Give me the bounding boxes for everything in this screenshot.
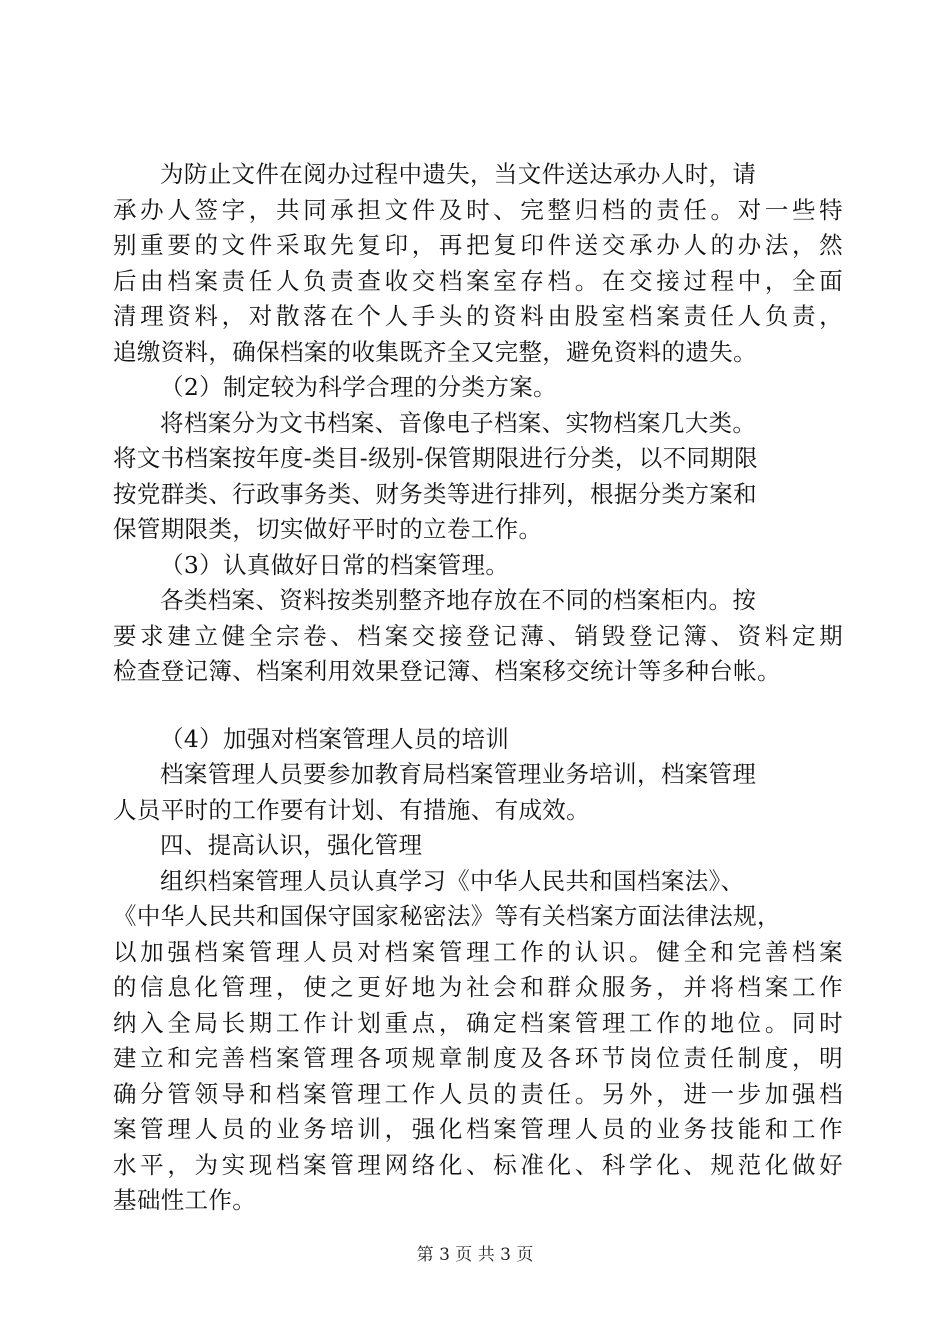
paragraph-line: 《中华人民共和国保守国家秘密法》等有关档案方面法律法规， <box>113 902 781 930</box>
section-heading: （2）制定较为科学合理的分类方案。 <box>160 373 557 401</box>
paragraph-line: 按党群类、行政事务类、财务类等进行排列，根据分类方案和 <box>113 479 757 508</box>
paragraph-line: 各类档案、资料按类别整齐地存放在不同的档案柜内。按 <box>160 586 757 614</box>
paragraph-line: 为防止文件在阅办过程中遗失，当文件送达承办人时，请 <box>160 160 757 188</box>
paragraph-line: 纳入全局长期工作计划重点，确定档案管理工作的地位。同时 <box>113 1008 843 1037</box>
section-heading: （4）加强对档案管理人员的培训 <box>160 724 510 753</box>
section-heading: （3）认真做好日常的档案管理。 <box>160 550 510 579</box>
paragraph-line: 案管理人员的业务培训，强化档案管理人员的业务技能和工作 <box>113 1115 843 1143</box>
paragraph-line: 追缴资料，确保档案的收集既齐全又完整，避免资料的遗失。 <box>113 337 757 366</box>
paragraph-line: 将文书档案按年度-类目-级别-保管期限进行分类，以不同期限 <box>113 444 758 472</box>
document-body <box>113 157 843 1219</box>
paragraph-line: 检查登记簿、档案利用效果登记簿、档案移交统计等多种台帐。 <box>113 657 781 685</box>
paragraph-line: 基础性工作。 <box>113 1186 257 1214</box>
paragraph-line: 水平，为实现档案管理网络化、标准化、科学化、规范化做好 <box>113 1150 843 1179</box>
paragraph-line: 要求建立健全宗卷、档案交接登记薄、销毁登记簿、资料定期 <box>113 621 843 650</box>
paragraph-line: 组织档案管理人员认真学习《中华人民共和国档案法》、 <box>160 866 745 895</box>
paragraph-line: 人员平时的工作要有计划、有措施、有成效。 <box>113 795 590 824</box>
paragraph-line: 确分管领导和档案管理工作人员的责任。另外，进一步加强档 <box>113 1079 843 1108</box>
paragraph-line: 建立和完善档案管理各项规章制度及各环节岗位责任制度，明 <box>113 1044 843 1072</box>
page-number-footer: 第 3 页 共 3 页 <box>416 1245 534 1265</box>
paragraph-line: 清理资料，对散落在个人手头的资料由股室档案责任人负责， <box>113 302 843 330</box>
paragraph-line: 的信息化管理，使之更好地为社会和群众服务，并将档案工作 <box>113 973 843 1001</box>
paragraph-line: 承办人签字，共同承担文件及时、完整归档的责任。对一些特 <box>113 195 843 224</box>
paragraph-line: 后由档案责任人负责查收交档案室存档。在交接过程中，全面 <box>113 266 843 295</box>
paragraph-line: 将档案分为文书档案、音像电子档案、实物档案几大类。 <box>160 408 757 437</box>
section-heading: 四、提高认识，强化管理 <box>160 831 423 859</box>
paragraph-line: 档案管理人员要参加教育局档案管理业务培训，档案管理 <box>160 760 757 788</box>
paragraph-line: 别重要的文件采取先复印，再把复印件送交承办人的办法，然 <box>113 231 843 259</box>
paragraph-line: 保管期限类，切实做好平时的立卷工作。 <box>113 515 543 543</box>
paragraph-gap <box>113 690 843 722</box>
paragraph-line: 以加强档案管理人员对档案管理工作的认识。健全和完善档案 <box>113 937 843 966</box>
